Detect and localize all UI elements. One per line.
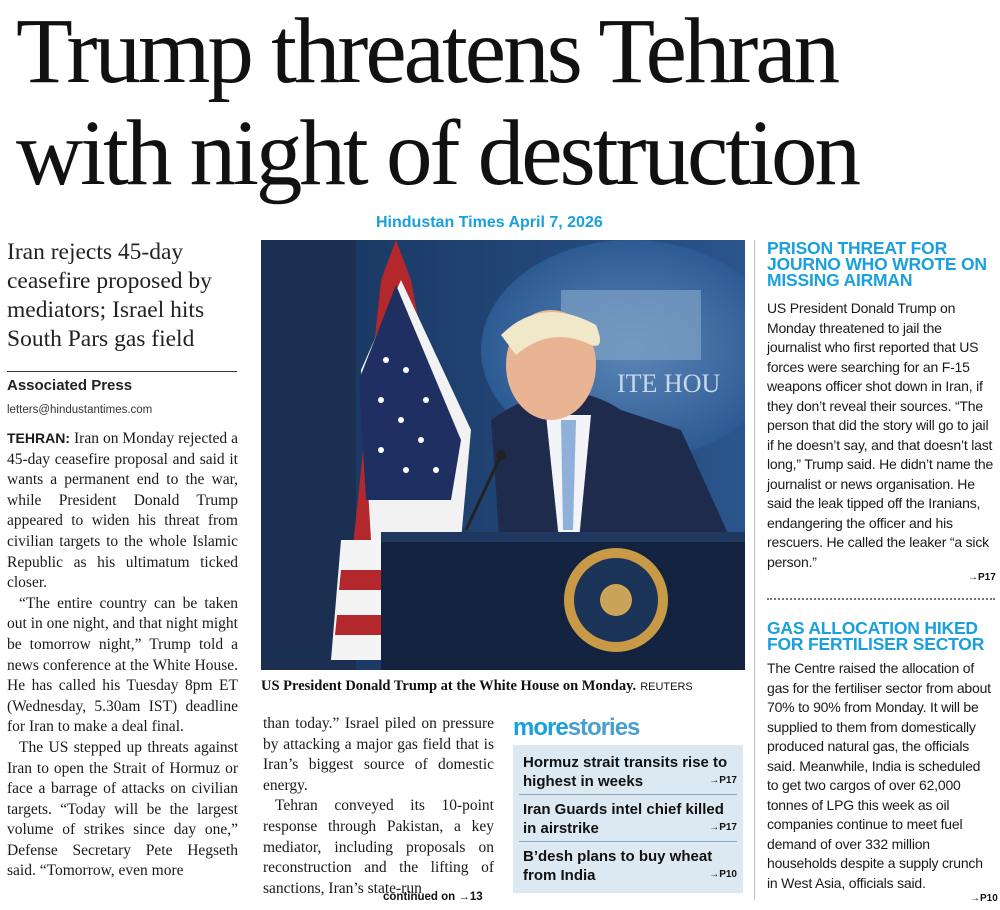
main-story-paragraph: The US stepped up threats against Iran to open the Strait of Hormuz or face a barrage of attacks on civilian targets. “Today will be the largest volume of strikes since day one,” Defense Secretary Pete Hegseth said. “Tomorrow, even more bbox=[7, 738, 238, 880]
backdrop-text: ITE HOU bbox=[617, 369, 721, 398]
sidebar-body: The Centre raised the allocation of gas for the fertiliser sector from about 70% to 90% from Monday. It will be supplied to them from domestically produced natural gas, the officials said. Meanwhile, India is scheduled to get two cargos of over 62,000 tonnes of LPG this week as oil companies continue to meet fuel demand of over 332 million households despite a supply crunch in West Asia, officials said. bbox=[767, 660, 991, 891]
page-ref: →P17 bbox=[968, 572, 996, 583]
more-stories-headline: Hormuz strait transits rise to highest in weeks bbox=[523, 754, 728, 790]
column-rule bbox=[754, 240, 755, 900]
headline-line-2: with night of destruction bbox=[16, 102, 858, 205]
more-stories-item[interactable] bbox=[523, 800, 737, 838]
byline-email: letters@hindustantimes.com bbox=[7, 404, 153, 416]
more-stories-item[interactable] bbox=[523, 847, 737, 885]
sidebar-body: US President Donald Trump on Monday threatened to jail the journalist who first reported that US forces were searching for an F-15 weapons officer shot down in Iran, if they don’t reveal their sources. “The person that did the story will go to jail if he doesn’t say, and that doesn’t last long,” Trump said. He didn’t name the journalist or news organisation. He said the leak tipped off the Iranians, endangering the officer and his rescuers. He called the leaker “a sick person.” bbox=[767, 300, 994, 570]
more-stories-title-b: stories bbox=[567, 714, 640, 741]
main-story-body bbox=[7, 428, 238, 882]
photo-caption bbox=[261, 678, 745, 695]
main-story-paragraph bbox=[7, 428, 238, 594]
more-stories-title-a: more bbox=[513, 714, 568, 741]
page-ref: →P17 bbox=[709, 822, 737, 833]
page-ref: →P17 bbox=[709, 775, 737, 786]
divider bbox=[519, 794, 737, 795]
sidebar-heading: GAS ALLOCATION HIKED FOR FERTILISER SECTOR bbox=[767, 618, 985, 654]
caption-text: US President Donald Trump at the White House on Monday. bbox=[261, 678, 637, 694]
divider bbox=[519, 841, 737, 842]
news-photo bbox=[261, 240, 745, 670]
deck: Iran rejects 45-day ceasefire proposed by mediators; Israel hits South Pars gas field bbox=[7, 239, 212, 352]
page-ref: →P10 bbox=[709, 869, 737, 880]
more-stories-headline: Iran Guards intel chief killed in airstrike bbox=[523, 801, 724, 837]
main-story-paragraph: “The entire country can be taken out in one night, and that night might be tomorrow night,” Trump told a news conference at the White House. He has called his Tuesday 8pm ET (Wednesday, 5.30am IST) deadline for Iran to make a deal final. bbox=[7, 594, 238, 736]
photo-credit: REUTERS bbox=[640, 681, 693, 693]
photo-illustration bbox=[261, 240, 745, 670]
source-tag: Hindustan Times April 7, 2026 bbox=[376, 214, 603, 231]
paragraph-text: Iran on Monday rejected a 45-day ceasefire proposal and said it wants a permanent end to the war, while President Donald Trump appeared to widen his threat from civilian targets to the whole Islamic Republic as his ultimatum ticked closer. bbox=[7, 430, 238, 592]
byline: Associated Press bbox=[7, 377, 133, 394]
divider bbox=[767, 598, 995, 600]
more-stories-title bbox=[513, 714, 639, 742]
main-story-paragraph: than today.” Israel piled on pressure by attacking a major gas field that is Iran’s biggest source of domestic energy. bbox=[263, 715, 494, 794]
more-stories-box bbox=[513, 745, 743, 893]
sidebar-heading: PRISON THREAT FOR JOURNO WHO WROTE ON MISSING AIRMAN bbox=[767, 238, 987, 290]
continued-on-link[interactable]: continued on →13 bbox=[383, 891, 483, 903]
main-story-continued bbox=[263, 714, 494, 899]
podium bbox=[381, 532, 745, 670]
page-ref: →P10 bbox=[970, 893, 998, 904]
main-story-paragraph: Tehran conveyed its 10-point response through Pakistan, a key mediator, including proposals on reconstruction and the lifting of sanctions, Iran’s state-run bbox=[263, 797, 494, 897]
headline-line-1: Trump threatens Tehran bbox=[16, 0, 838, 103]
byline-rule bbox=[7, 371, 237, 372]
more-stories-item[interactable] bbox=[523, 753, 737, 791]
dateline: TEHRAN: bbox=[7, 430, 70, 446]
more-stories-headline: B’desh plans to buy wheat from India bbox=[523, 848, 713, 884]
